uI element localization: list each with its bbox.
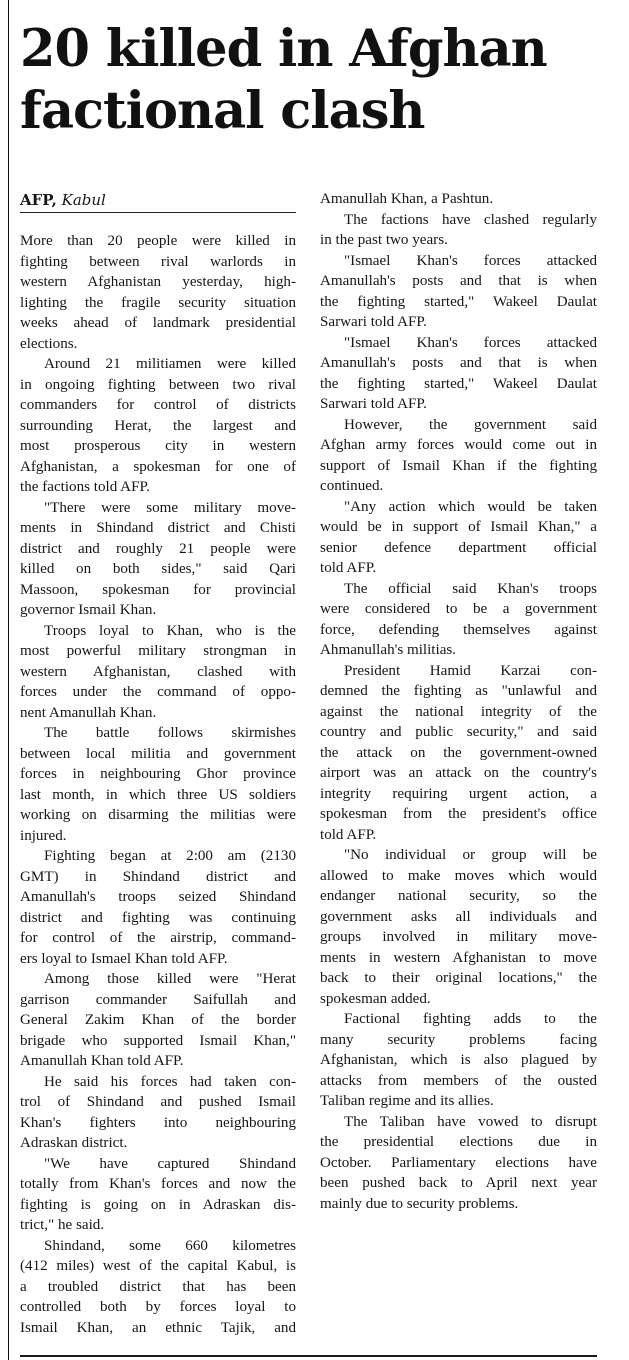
article-line: district and roughly 21 people were: [20, 540, 296, 557]
article-line: told AFP.: [320, 560, 377, 576]
article-line: most powerful military strongman in: [20, 643, 296, 659]
article-line: a troubled district that has been: [20, 1278, 296, 1295]
article-line: demned the fighting as "unlawful and: [320, 683, 597, 699]
article-line: controlled both by forces loyal to: [20, 1299, 296, 1315]
article-line: However, the government said: [344, 416, 597, 433]
article-line: The Taliban have vowed to disrupt: [344, 1113, 597, 1130]
article-line: Ahmanullah's militias.: [320, 642, 457, 658]
headline: [20, 18, 620, 142]
article-line: integrity requiring urgent action, a: [320, 785, 597, 802]
article-line: the attack on the government-owned: [320, 744, 597, 761]
article-line: "We have captured Shindand: [44, 1155, 296, 1172]
article-line: country and public security," and said: [320, 724, 597, 740]
article-line: Adraskan district.: [20, 1135, 128, 1151]
article-line: in the past two years.: [320, 232, 448, 248]
article-line: Khan's fighters into neighbouring: [20, 1114, 296, 1131]
article-line: continued.: [320, 478, 384, 494]
headline-line-2: factional clash: [20, 81, 425, 141]
article-line: the fighting started," Wakeel Daulat: [320, 375, 597, 392]
article-line: ments in Shindand district and Chisti: [20, 520, 296, 536]
article-line: governor Ismail Khan.: [20, 602, 157, 618]
article-line: injured.: [20, 827, 67, 844]
article-line: commanders for control of districts: [20, 397, 296, 413]
article-line: Troops loyal to Khan, who is the: [44, 622, 296, 639]
article-line: would be in support of Ismail Khan," a: [320, 519, 597, 535]
article-line: Sarwari told AFP.: [320, 396, 427, 412]
article-line: Amanullah's posts and that is when: [320, 273, 597, 289]
article-line: The official said Khan's troops: [344, 580, 597, 597]
article-line: senior defence department official: [320, 539, 597, 556]
byline: [20, 190, 296, 213]
article-line: Amanullah Khan, a Pashtun.: [320, 191, 494, 207]
article-line: killed on both sides," said Qari: [20, 561, 296, 577]
article-line: Around 21 militiamen were killed: [44, 356, 296, 372]
article-line: Shindand, some 660 kilometres: [44, 1237, 296, 1254]
article-line: weeks ahead of landmark presidential: [20, 315, 296, 331]
article-line: most prosperous city in western: [20, 438, 296, 454]
article-line: endanger national security, so the: [320, 888, 597, 904]
article-line: The battle follows skirmishes: [44, 725, 296, 741]
article-line: Fighting began at 2:00 am (2130: [44, 848, 296, 864]
article-line: Among those killed were "Herat: [44, 971, 296, 987]
article-line: "Any action which would be taken: [344, 498, 597, 515]
article-line: the factions told AFP.: [20, 479, 150, 495]
article-column-right: [320, 189, 597, 1214]
article-line: mainly due to security problems.: [320, 1195, 519, 1212]
article-line: were considered to be a government: [320, 601, 597, 617]
article-line: ments in western Afghanistan to move: [320, 949, 597, 966]
article-line: Amanullah Khan told AFP.: [20, 1053, 184, 1069]
article-line: for control of the airstrip, command-: [20, 930, 296, 946]
article-line: attacks from members of the ousted: [320, 1072, 597, 1089]
article-line: totally from Khan's forces and now the: [20, 1176, 296, 1192]
article-line: President Hamid Karzai con-: [344, 662, 597, 679]
article-line: Ismail Khan, an ethnic Tajik, and: [20, 1319, 296, 1336]
article-line: force, defending themselves against: [320, 621, 597, 638]
article-line: last month, in which three US soldiers: [20, 786, 296, 803]
article-line: Sarwari told AFP.: [320, 314, 427, 330]
article-line: spokesman added.: [320, 990, 431, 1007]
article-line: Amanullah's posts and that is when: [320, 355, 597, 371]
article-line: trol of Shindand and pushed Ismail: [20, 1094, 296, 1110]
article-line: Massoon, spokesman for provincial: [20, 581, 296, 598]
article-line: forces in neighbouring Ghor province: [20, 766, 296, 782]
article-line: Afghanistan, a spokesman for one of: [20, 458, 296, 475]
left-column-rule: [8, 0, 9, 1360]
article-line: General Zakim Khan of the border: [20, 1012, 296, 1028]
article-line: "There were some military move-: [44, 499, 296, 516]
article-line: ers loyal to Ismael Khan told AFP.: [20, 950, 228, 967]
article-line: western Afghanistan, clashed with: [20, 663, 296, 680]
article-line: spokesman from the president's office: [320, 806, 597, 822]
article-line: allowed to make moves which would: [320, 867, 597, 884]
article-line: Taliban regime and its allies.: [320, 1093, 494, 1109]
article-line: against the national integrity of the: [320, 703, 597, 720]
article-line: told AFP.: [320, 826, 377, 843]
article-line: October. Parliamentary elections have: [320, 1154, 597, 1171]
article-line: the fighting started," Wakeel Daulat: [320, 293, 597, 310]
article-line: forces under the command of oppo-: [20, 684, 296, 700]
bottom-rule: [20, 1355, 597, 1357]
article-line: The factions have clashed regularly: [344, 211, 597, 228]
article-line: western Afghanistan yesterday, high-: [20, 274, 296, 290]
article-line: in ongoing fighting between two rival: [20, 376, 296, 393]
article-line: Afghanistan, which is also plagued by: [320, 1052, 597, 1068]
article-line: "No individual or group will be: [344, 847, 597, 863]
article-line: support of Ismail Khan if the fighting: [320, 457, 597, 474]
article-line: (412 miles) west of the capital Kabul, is: [20, 1258, 296, 1274]
article-line: garrison commander Saifullah and: [20, 991, 296, 1008]
article-line: district and fighting was continuing: [20, 909, 296, 926]
article-line: lighting the fragile security situation: [20, 294, 296, 311]
article-line: GMT) in Shindand district and: [20, 868, 296, 885]
article-line: elections.: [20, 335, 78, 352]
article-line: government asks all individuals and: [320, 908, 597, 925]
article-line: the presidential elections due in: [320, 1134, 597, 1150]
article-line: "Ismael Khan's forces attacked: [344, 252, 597, 269]
article-column-left: [20, 231, 296, 1338]
article-line: brigade who supported Ismail Khan,": [20, 1032, 296, 1049]
article-line: "Ismael Khan's forces attacked: [344, 334, 597, 351]
article-line: groups involved in military move-: [320, 929, 597, 945]
article-line: many security problems facing: [320, 1031, 597, 1048]
article-line: surrounding Herat, the largest and: [20, 417, 296, 434]
article-line: He said his forces had taken con-: [44, 1073, 296, 1090]
article-line: Afghan army forces would come out in: [320, 437, 597, 453]
article-line: back to their original locations," the: [320, 970, 597, 986]
article-line: fighting between rival warlords in: [20, 253, 296, 270]
article-line: between local militia and government: [20, 745, 296, 762]
article-line: trict," he said.: [20, 1217, 105, 1233]
article-line: airport was an attack on the country's: [320, 765, 597, 781]
article-line: been pushed back to April next year: [320, 1175, 597, 1191]
article-line: Amanullah's troops seized Shindand: [20, 889, 296, 905]
byline-agency: AFP,: [20, 191, 57, 209]
article-line: nent Amanullah Khan.: [20, 704, 157, 721]
article-line: working on disarming the militias were: [20, 807, 296, 823]
article-line: fighting is going on in Adraskan dis-: [20, 1196, 296, 1213]
headline-line-1: 20 killed in Afghan: [20, 19, 547, 79]
article-line: Factional fighting adds to the: [344, 1011, 597, 1027]
byline-place: Kabul: [61, 191, 106, 209]
article-line: More than 20 people were killed in: [20, 233, 296, 249]
